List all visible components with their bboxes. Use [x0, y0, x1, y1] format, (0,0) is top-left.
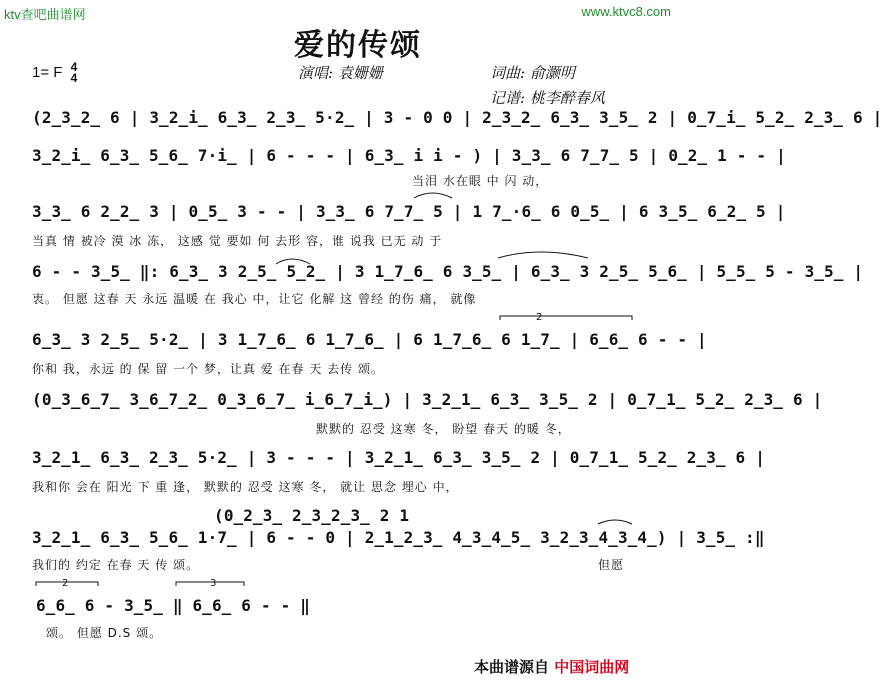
song-title: 爱的传颂 [294, 28, 422, 63]
score-line-4: 6 - - 3̲5̲ ‖: 6̲3̲ 3 2̲5̲ 5̲2̲ | 3 1̲7̲6̲ 6 3̲5̲ | 6̲3̲ 3 2̲5̲ 5̲6̲ | 5̲5̲ 5 - 3̲5̲ | [32, 262, 864, 281]
lyric-line-7: 我和你 会在 阳光 下 重 逢， 默默的 忍受 这寒 冬， 就让 思念 埋心 中， [32, 480, 459, 494]
score-line-2: 3̲2̲i̲ 6̲3̲ 5̲6̲ 7·i̲ | 6 - - - | 6̲3̲ i i - ) | 3̲3̲ 6 7̲7̲ 5 | 0̲2̲ 1 - - | [32, 146, 786, 165]
time-signature: 4 4 [70, 60, 78, 85]
tuplet-bracket [36, 582, 98, 586]
slur-mark [498, 252, 588, 258]
lyric-line-8: 我们的 约定 在春 天 传 颂。 [32, 558, 200, 572]
lyric-line-9: 颂。 但愿 D.S 颂。 [46, 626, 163, 640]
key-label: 1= F [32, 63, 63, 81]
slur-mark [598, 520, 632, 524]
slur-mark [414, 193, 452, 198]
score-line-6: (0̲3̲6̲7̲ 3̲6̲7̲2̲ 0̲3̲6̲7̲ i̲6̲7̲i̲) | 3̲2̲1̲ 6̲3̲ 3̲5̲ 2 | 0̲7̲1̲ 5̲2̲ 2̲3̲ 6 | [32, 390, 823, 409]
footer-brand[interactable]: 中国词曲网 [554, 658, 630, 676]
tuplet-bracket [176, 582, 244, 586]
lyric-line-8-end: 但愿 [598, 558, 625, 572]
score-line-1: (2̲3̲2̲ 6 | 3̲2̲i̲ 6̲3̲ 2̲3̲ 5·2̲ | 3 - 0 0 | 2̲3̲2̲ 6̲3̲ 3̲5̲ 2 | 0̲7̲i̲ 5̲2̲ 2̲3̲ 6 | [32, 108, 882, 127]
tuplet-marker-3: 3 [210, 578, 217, 589]
score-line-3: 3̲3̲ 6 2̲2̲ 3 | 0̲5̲ 3 - - | 3̲3̲ 6 7̲7̲ 5 | 1 7̲·6̲ 6 0̲5̲ | 6 3̲5̲ 6̲2̲ 5 | [32, 202, 786, 221]
score-line-8-intro: (0̲2̲3̲ 2̲3̲2̲3̲ 2 1 [214, 506, 410, 525]
footer-source [474, 656, 629, 677]
score-line-5: 6̲3̲ 3 2̲5̲ 5·2̲ | 3 1̲7̲6̲ 6 1̲7̲6̲ | 6 1̲7̲6̲ 6 1̲7̲ | 6̲6̲ 6 - - | [32, 330, 707, 349]
lyric-line-3: 当真 情 被冷 漠 冰 冻， 这感 觉 要如 何 去形 容，谁 说我 已无 动 于 [32, 234, 443, 248]
lyric-line-2: 当泪 水在眼 中 闪 动， [412, 174, 549, 188]
score-line-7: 3̲2̲1̲ 6̲3̲ 2̲3̲ 5·2̲ | 3 - - - | 3̲2̲1̲ 6̲3̲ 3̲5̲ 2 | 0̲7̲1̲ 5̲2̲ 2̲3̲ 6 | [32, 448, 766, 467]
tuplet-marker-2: 2 [62, 578, 69, 589]
slur-mark [276, 259, 310, 264]
transcriber: 记谱: 桃李醉春风 [490, 89, 605, 107]
lyric-line-4: 衷。 但愿 这春 天 永远 温暖 在 我心 中，让它 化解 这 曾经 的伤 痛， 就像 [32, 292, 477, 306]
lyric-line-5: 你和 我，永远 的 保 留 一个 梦，让真 爱 在春 天 去传 颂。 [32, 362, 384, 376]
watermark-site-name: ktv查吧曲谱网 [4, 7, 86, 22]
lyric-line-6: 默默的 忍受 这寒 冬， 盼望 春天 的暖 冬， [316, 422, 571, 436]
lyricist-composer: 词曲: 俞灏明 [490, 64, 575, 82]
watermark-site-url: www.ktvc8.com [581, 4, 671, 19]
footer-source-label: 本曲谱源自 [474, 658, 550, 676]
score-line-9: 6̲6̲ 6 - 3̲5̲ ‖ 6̲6̲ 6 - - ‖ [36, 596, 311, 615]
tuplet-marker-1: 2 [536, 312, 543, 323]
score-line-8: 3̲2̲1̲ 6̲3̲ 5̲6̲ 1·7̲ | 6 - - 0 | 2̲1̲2̲3̲ 4̲3̲4̲5̲ 3̲2̲3̲4̲3̲4̲) | 3̲5̲ :‖ [32, 528, 765, 547]
tuplet-bracket [500, 316, 632, 320]
singer: 演唱: 袁姗姗 [298, 64, 383, 82]
